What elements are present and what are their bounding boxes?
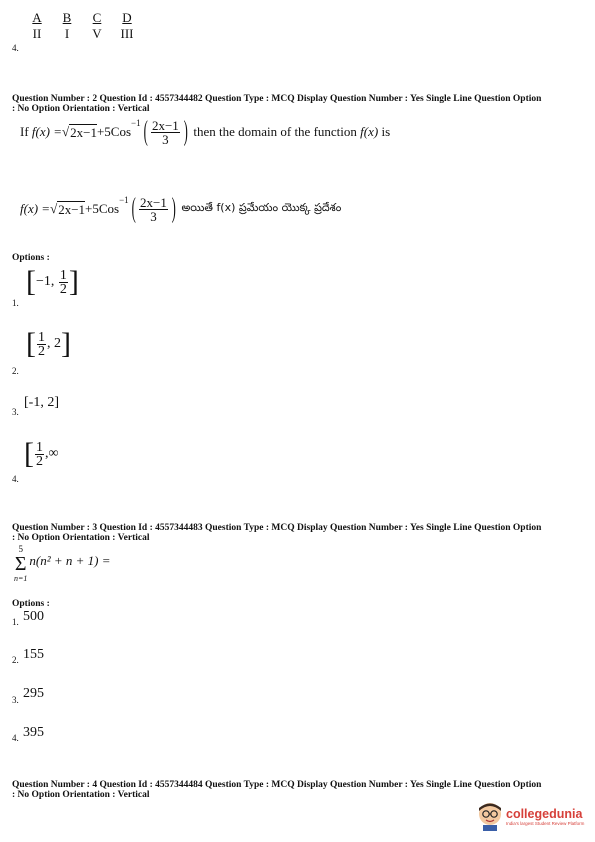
match-table [22,10,142,42]
logo-tagline: India's largest Student Review Platform [506,820,585,826]
q3-option-2-number: 2. [12,655,19,665]
q2-option-2-number: 2. [12,366,19,376]
collegedunia-logo[interactable] [476,798,592,834]
q1-option-number: 4. [12,43,19,53]
q2-header-line1: Question Number : 2 Question Id : 4557344482 Question Type : MCQ Display Question Number : Yes Single Line Question Option [12,94,542,104]
q3-option-3-number: 3. [12,695,19,705]
q2-frac-te: $\frac{2x-1}{3}$ [140,194,167,224]
q3-option-1-number: 1. [12,617,19,627]
col-a: A [32,10,42,25]
logo-name: collegedunia [506,806,583,821]
q3-sum-body: n(n² + n + 1) = [29,553,111,568]
q2-func-lhs-te: f(x) = [20,201,51,216]
q4-header-line1: Question Number : 4 Question Id : 4557344484 Question Type : MCQ Display Question Number : Yes Single Line Question Option [12,780,542,790]
q3-sum-top: 5 [18,544,23,554]
q3-sum-sym: Σ [14,553,27,575]
q2-telugu-question: f(x) = √ 2x−1 +5Cos $^{-1}$ ( $\frac{2x-1}{3}$ ) అయితే f(x) ప్రమేయం యొక్క ప్రదేశం [20,193,342,224]
q2-sup: −1 [131,118,141,128]
q2-header-line2: : No Option Orientation : Vertical [12,104,150,114]
q2-is: is [381,124,391,139]
q3-option-4-number: 4. [12,733,19,743]
q3-header-line1: Question Number : 3 Question Id : 4557344483 Question Type : MCQ Display Question Number : Yes Single Line Question Option [12,523,542,533]
q2-option-1[interactable]: [ −1, $\frac{1}{2}$ ] [26,265,79,298]
q2-if: If [20,124,29,139]
q2-english-question: If f(x) = √ 2x−1 +5Cos $^{-1}$ ( $\frac{2x-1}{3}$ ) then the domain of the function f(x) is [20,116,391,147]
q2-option-4-number: 4. [12,474,19,484]
q2-sqrt-te: 2x−1 [58,201,86,217]
q3-option-4[interactable]: 395 [23,725,44,740]
q2-option-2[interactable]: [ $\frac{1}{2}$ , 2 ] [26,327,71,360]
q2-telugu-text: అయితే f(x) ప్రమేయం యొక్క ప్రదేశం [181,201,342,214]
q2-option-4[interactable]: [ $\frac{1}{2}$ ,∞ [24,437,59,470]
q2-fx: f(x) [360,124,379,139]
val-d: III [120,26,134,41]
q2-cos: +5Cos [96,124,132,139]
val-c: V [92,26,102,41]
q2-option-3-number: 3. [12,407,19,417]
q2-sup-te: −1 [119,195,129,205]
q2-option-3[interactable]: [-1, 2] [24,395,59,410]
col-d: D [122,10,132,25]
val-a: II [32,26,42,41]
col-b: B [62,10,72,25]
q3-option-2[interactable]: 155 [23,647,44,662]
col-c: C [92,10,102,25]
q2-sqrt: 2x−1 [70,124,97,140]
q3-header-line2: : No Option Orientation : Vertical [12,533,150,543]
q2-options-label: Options : [12,253,50,263]
q2-option-1-number: 1. [12,298,19,308]
q3-options-label: Options : [12,599,50,609]
q2-frac: $\frac{2x-1}{3}$ [151,117,179,147]
q2-then: then the domain of the function [193,124,357,139]
q2-cos-te: +5Cos [85,201,120,216]
q4-header-line2: : No Option Orientation : Vertical [12,790,150,800]
q3-sum-bottom: n=1 [14,574,28,583]
val-b: I [64,26,70,41]
mascot-icon [476,801,504,831]
q3-option-3[interactable]: 295 [23,686,44,701]
q3-option-1[interactable]: 500 [23,609,44,624]
q2-func-lhs: f(x) = [31,124,62,139]
q3-sum-expression [14,544,111,584]
